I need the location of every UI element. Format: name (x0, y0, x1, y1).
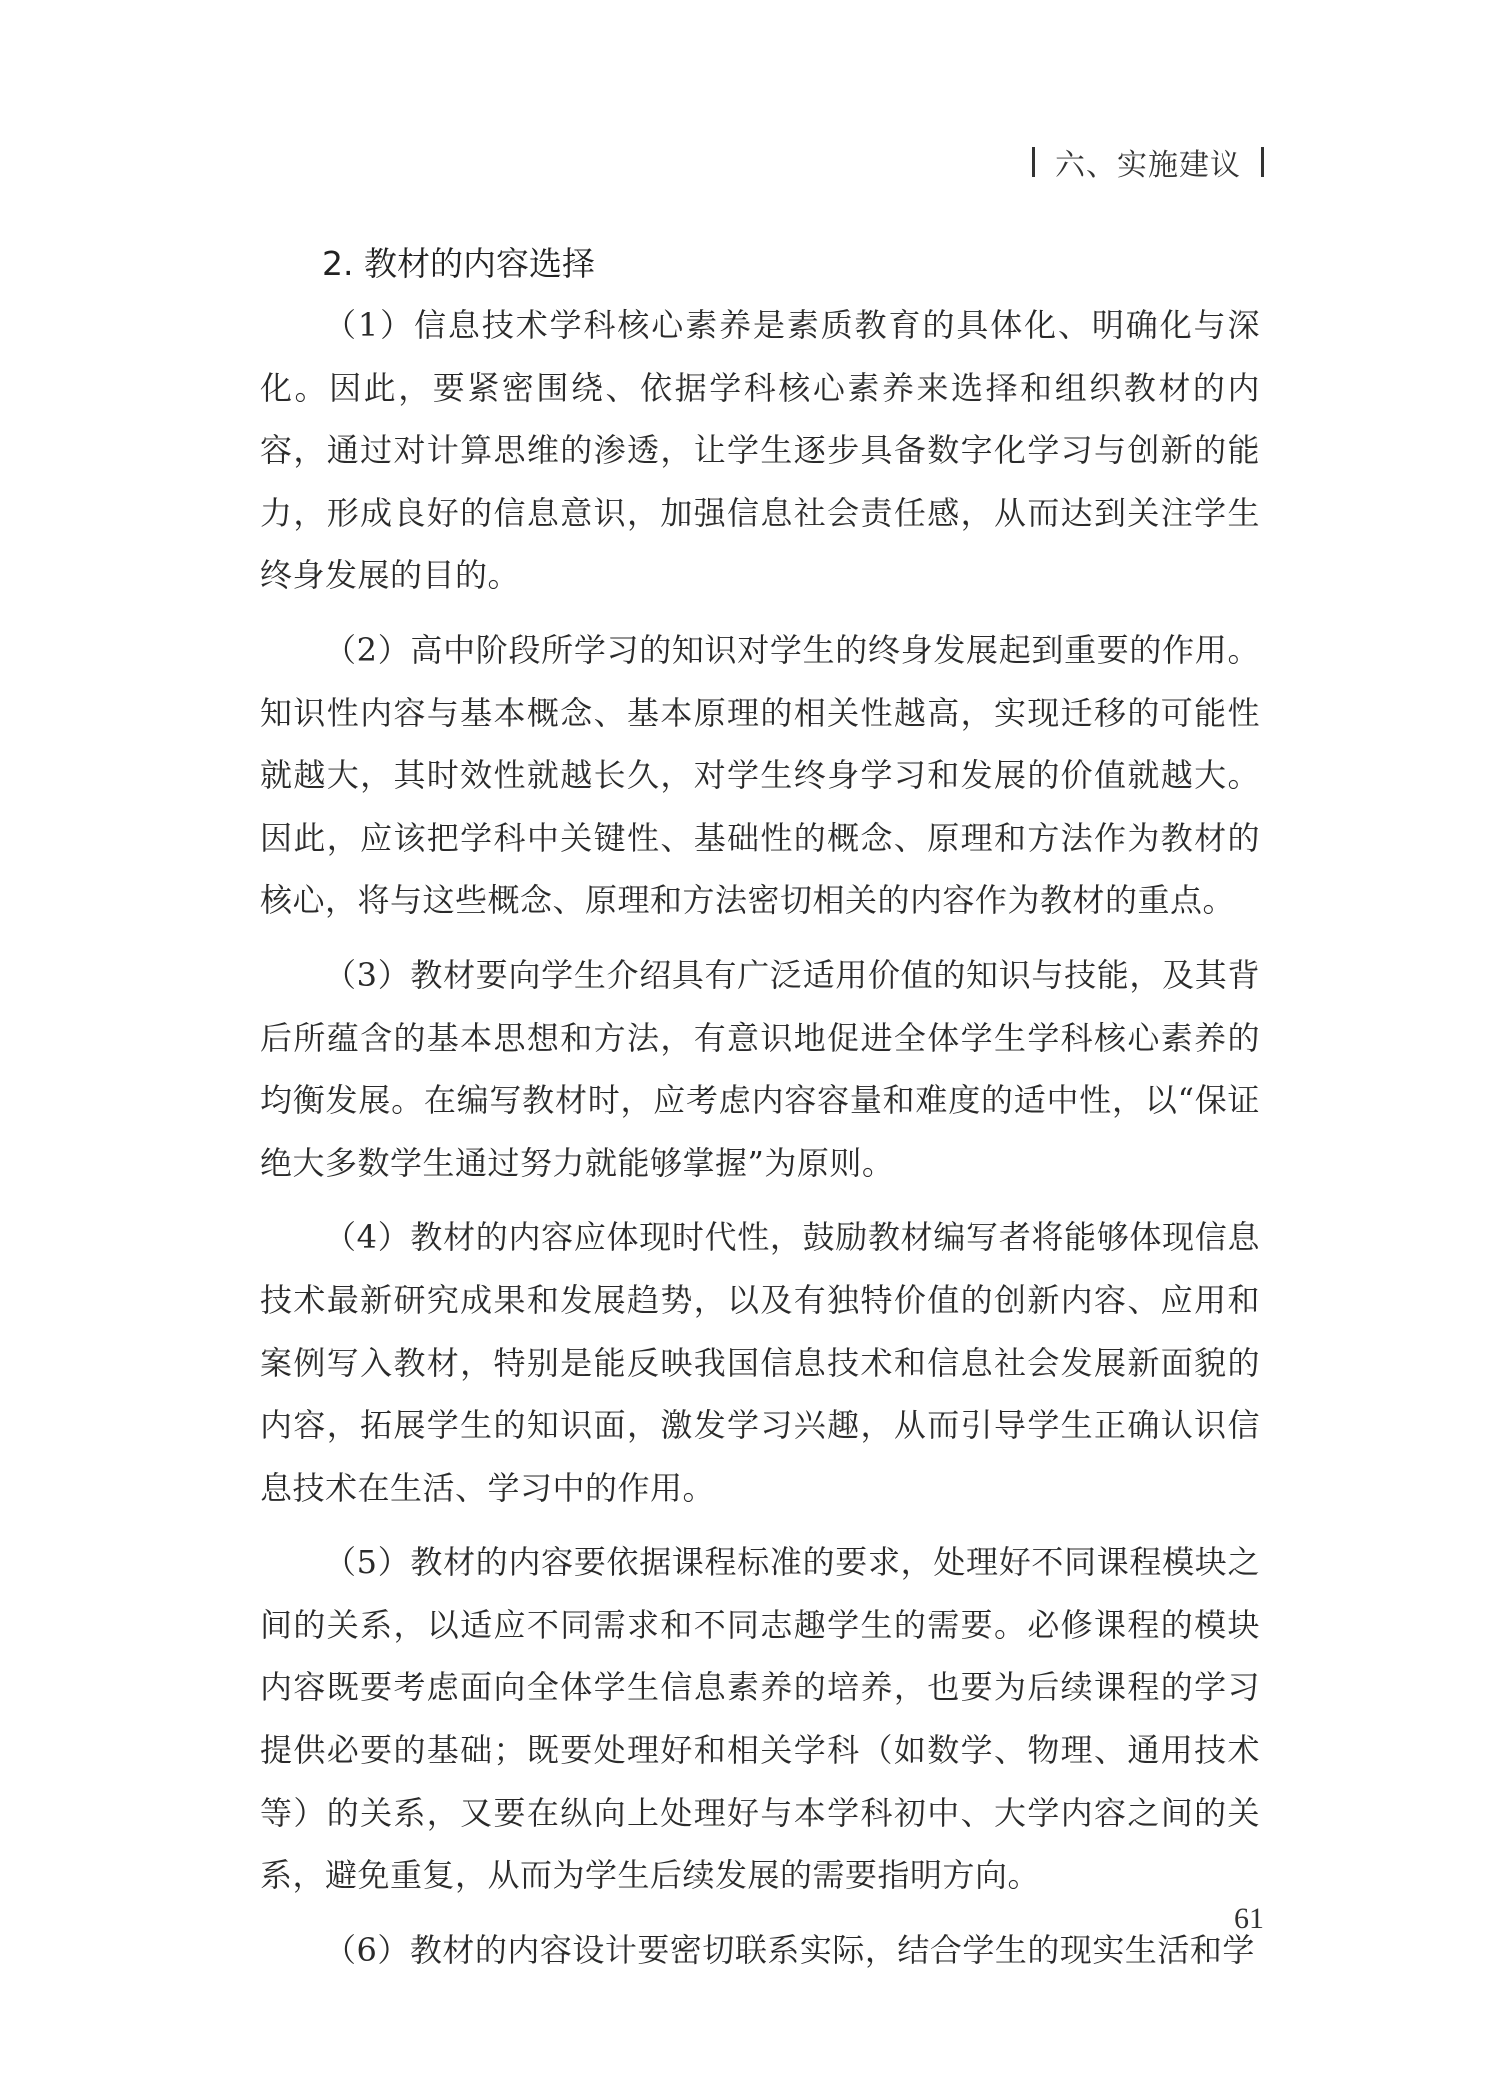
paragraph-1: （1）信息技术学科核心素养是素质教育的具体化、明确化与深化。因此，要紧密围绕、依据学科核心素养来选择和组织教材的内容，通过对计算思维的渗透，让学生逐步具备数字化学习与创新的能力，形成良好的信息意识，加强信息社会责任感，从而达到关注学生终身发展的目的。 (260, 306, 1260, 595)
page-body (260, 234, 1260, 1981)
paragraph-6: （6）教材的内容设计要密切联系实际，结合学生的现实生活和学 (324, 1930, 1255, 1969)
paragraph-3: （3）教材要向学生介绍具有广泛适用价值的知识与技能，及其背后所蕴含的基本思想和方法，有意识地促进全体学生学科核心素养的均衡发展。在编写教材时，应考虑内容容量和难度的适中性，以“保证绝大多数学生通过努力就能够掌握”为原则。 (260, 955, 1260, 1182)
page-number: 61 (1234, 1902, 1264, 1935)
paragraph-2: （2）高中阶段所学习的知识对学生的终身发展起到重要的作用。知识性内容与基本概念、基本原理的相关性越高，实现迁移的可能性就越大，其时效性就越长久，对学生终身学习和发展的价值就越大。因此，应该把学科中关键性、基础性的概念、原理和方法作为教材的核心，将与这些概念、原理和方法密切相关的内容作为教材的重点。 (260, 630, 1260, 920)
section-heading: 2. 教材的内容选择 (322, 244, 595, 283)
paragraph-5: （5）教材的内容要依据课程标准的要求，处理好不同课程模块之间的关系，以适应不同需求和不同志趣学生的需要。必修课程的模块内容既要考虑面向全体学生信息素养的培养，也要为后续课程的学习提供必要的基础；既要处理好和相关学科（如数学、物理、通用技术等）的关系，又要在纵向上处理好与本学科初中、大学内容之间的关系，避免重复，从而为学生后续发展的需要指明方向。 (260, 1543, 1260, 1895)
header-divider-right (1261, 147, 1264, 177)
header-divider-left (1032, 147, 1035, 177)
paragraph-4: （4）教材的内容应体现时代性，鼓励教材编写者将能够体现信息技术最新研究成果和发展趋势，以及有独特价值的创新内容、应用和案例写入教材，特别是能反映我国信息技术和信息社会发展新面貌的内容，拓展学生的知识面，激发学习兴趣，从而引导学生正确认识信息技术在生活、学习中的作用。 (260, 1218, 1260, 1507)
running-header (1032, 140, 1264, 184)
chapter-title: 六、实施建议 (1055, 148, 1241, 183)
